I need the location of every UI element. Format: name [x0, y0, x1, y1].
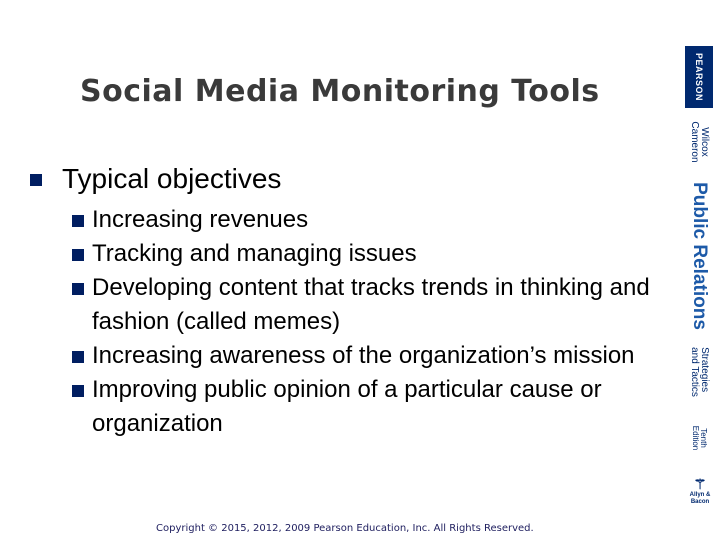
sub-bullet-text: Improving public opinion of a particular cause or organization — [92, 376, 602, 437]
book-title: Public Relations — [689, 182, 710, 330]
sub-bullet-text: Tracking and managing issues — [92, 240, 417, 267]
sub-bullet-text: Developing content that tracks trends in thinking and fashion (called memes) — [92, 274, 650, 335]
pearson-logo — [685, 46, 713, 108]
book-subtitle — [689, 347, 709, 397]
bullet-square-icon — [72, 385, 84, 397]
sub-bullet — [68, 339, 658, 373]
edition-line: Tenth — [699, 428, 708, 448]
sub-bullet — [68, 237, 658, 271]
subtitle-line: and Tactics — [689, 347, 700, 397]
bullet-square-icon — [30, 174, 42, 186]
sub-bullet — [68, 203, 658, 237]
sub-bullet — [68, 271, 658, 339]
subtitle-line: Strategies — [699, 347, 710, 393]
author-line: Wilcox — [699, 127, 710, 157]
edition-line: Edition — [691, 425, 700, 451]
sub-bullet-list — [68, 203, 658, 441]
edition-label — [691, 426, 707, 450]
sub-bullet — [68, 373, 658, 441]
bullet-square-icon — [72, 249, 84, 261]
imprint-line: Allyn & — [689, 492, 711, 498]
author-line: Cameron — [689, 121, 700, 163]
bullet-square-icon — [72, 351, 84, 363]
main-bullet-text: Typical objectives — [62, 163, 282, 194]
allyn-bacon-logo — [687, 476, 713, 514]
copyright-notice: Copyright © 2015, 2012, 2009 Pearson Education, Inc. All Rights Reserved. — [156, 523, 534, 534]
book-spine — [678, 0, 720, 540]
bullet-square-icon — [72, 283, 84, 295]
bullet-square-icon — [72, 215, 84, 227]
slide-title: Social Media Monitoring Tools — [80, 74, 600, 109]
sub-bullet-text: Increasing awareness of the organization’s mission — [92, 342, 635, 369]
publisher-name: PEARSON — [694, 52, 704, 102]
imprint-line: Bacon — [690, 499, 710, 505]
imprint-mark-icon: ⚚ — [693, 476, 707, 492]
sub-bullet-text: Increasing revenues — [92, 206, 309, 233]
authors — [689, 121, 709, 162]
